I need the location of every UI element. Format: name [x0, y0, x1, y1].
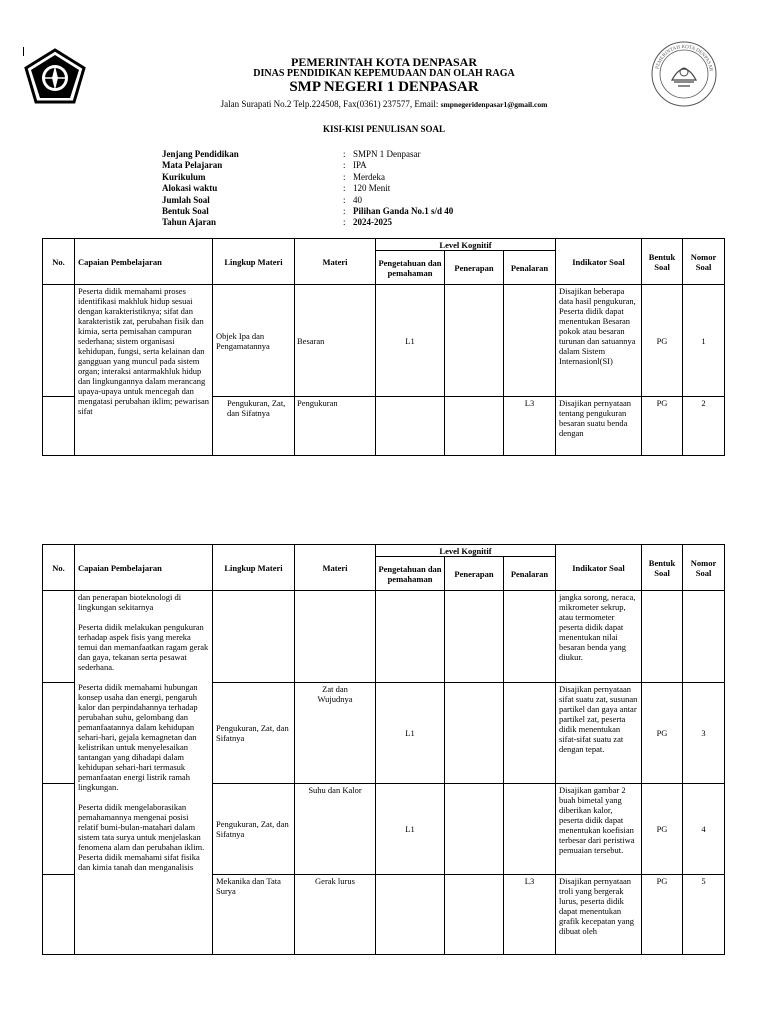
school-seal-logo: [650, 40, 718, 108]
header-row: [43, 239, 725, 251]
meta-label: Kurikulum: [162, 171, 206, 182]
col-header-lingkup: Lingkup Materi: [213, 545, 295, 591]
cell-no: [43, 875, 75, 955]
document-metadata: [162, 149, 453, 229]
cell-lingkup: Pengukuran, Zat, dan Sifatnya: [213, 683, 295, 784]
cell-indikator: Disajikan pernyataan sifat suatu zat, susunan partikel dan gaya antar partikel zat, peserta didik menentukan sifat-sifat suatu zat dengan tepat.: [556, 683, 642, 784]
cell-pengetahuan: L1: [376, 285, 445, 397]
kisi-kisi-table-1: [42, 238, 725, 456]
meta-value: 2024-2025: [353, 217, 392, 228]
cell-penalaran: L3: [504, 875, 556, 955]
meta-value: Pilihan Ganda No.1 s/d 40: [353, 206, 454, 217]
meta-row: [162, 172, 453, 183]
cell-no: [43, 784, 75, 875]
cell-penalaran: [504, 285, 556, 397]
cell-penerapan: [445, 875, 504, 955]
cell-penerapan: [445, 591, 504, 683]
meta-row: [162, 149, 453, 160]
government-name: PEMERINTAH KOTA DENPASAR: [290, 55, 477, 69]
cell-nomor: 1: [683, 285, 725, 397]
meta-row: [162, 160, 453, 171]
cell-penalaran: L3: [504, 397, 556, 456]
cell-no: [43, 683, 75, 784]
cell-lingkup: Mekanika dan Tata Surya: [213, 875, 295, 955]
header-row: [43, 545, 725, 557]
address-text: Jalan Surapati No.2 Telp.224508, Fax(0361) 237577, Email:: [220, 99, 441, 109]
col-header-nomor: Nomor Soal: [683, 239, 725, 285]
col-header-lingkup: Lingkup Materi: [213, 239, 295, 285]
cell-bentuk: [642, 591, 683, 683]
cell-penalaran: [504, 784, 556, 875]
col-header-pengetahuan: Pengetahuan dan pemahaman: [376, 557, 445, 591]
cell-no: [43, 591, 75, 683]
col-header-no: No.: [43, 239, 75, 285]
cell-materi: Gerak lurus: [295, 875, 376, 955]
col-header-level: Level Kognitif: [376, 239, 556, 251]
cell-materi: [295, 591, 376, 683]
col-header-penerapan: Penerapan: [445, 557, 504, 591]
cell-lingkup: Pengukuran, Zat, dan Sifatnya: [213, 397, 295, 456]
letterhead: [0, 0, 768, 115]
meta-value: SMPN 1 Denpasar: [353, 149, 421, 159]
seal-text: PEMERINTAH KOTA DENPASAR: [655, 44, 713, 72]
cell-penerapan: [445, 397, 504, 456]
cell-lingkup: Pengukuran, Zat, dan Sifatnya: [213, 784, 295, 875]
col-header-materi: Materi: [295, 239, 376, 285]
meta-value: 40: [353, 194, 362, 205]
cell-bentuk: PG: [642, 784, 683, 875]
cell-penerapan: [445, 784, 504, 875]
cell-bentuk: PG: [642, 683, 683, 784]
col-header-capaian: Capaian Pembelajaran: [75, 239, 213, 285]
meta-row: [162, 183, 453, 194]
meta-label: Jumlah Soal: [162, 194, 210, 205]
cell-penalaran: [504, 591, 556, 683]
col-header-penalaran: Penalaran: [504, 251, 556, 285]
cell-bentuk: PG: [642, 397, 683, 456]
meta-colon: :: [343, 217, 346, 228]
cell-indikator: Disajikan beberapa data hasil pengukuran, Peserta didik dapat menentukan Besaran pokok atau besaran turunan dan satuannya dalam Sistem Internasionl(SI): [556, 285, 642, 397]
col-header-indikator: Indikator Soal: [556, 545, 642, 591]
cell-penalaran: [504, 683, 556, 784]
cell-indikator: Disajikan pernyataan troli yang bergerak lurus, peserta didik dapat menentukan grafik kecepatan yang dibuat oleh: [556, 875, 642, 955]
meta-value: IPA: [353, 160, 367, 171]
cell-nomor: 5: [683, 875, 725, 955]
meta-row: [162, 206, 453, 217]
cell-indikator: Disajikan gambar 2 buah bimetal yang diberikan kalor, peserta didik dapat menentukan koefisian terbesar dari peristiwa pemuaian tersebut.: [556, 784, 642, 875]
meta-label: Bentuk Soal: [162, 206, 209, 217]
school-name: SMP NEGERI 1 DENPASAR: [289, 79, 479, 95]
col-header-bentuk: Bentuk Soal: [642, 545, 683, 591]
meta-colon: :: [343, 183, 346, 194]
cell-lingkup: Objek Ipa dan Pengamatannya: [213, 285, 295, 397]
cell-bentuk: PG: [642, 285, 683, 397]
cell-materi: Suhu dan Kalor: [295, 784, 376, 875]
cell-no: [43, 285, 75, 397]
meta-colon: :: [343, 160, 346, 171]
meta-row: [162, 195, 453, 206]
cell-nomor: 3: [683, 683, 725, 784]
col-header-materi: Materi: [295, 545, 376, 591]
cell-indikator: Disajikan pernyataan tentang pengukuran besaran suatu benda dengan: [556, 397, 642, 456]
kisi-kisi-table-2: [42, 544, 725, 955]
cell-no: [43, 397, 75, 456]
cell-nomor: 2: [683, 397, 725, 456]
col-header-bentuk: Bentuk Soal: [642, 239, 683, 285]
cell-bentuk: PG: [642, 875, 683, 955]
cell-nomor: [683, 591, 725, 683]
cell-penerapan: [445, 285, 504, 397]
cell-materi: Zat dan Wujudnya: [295, 683, 376, 784]
meta-label: Mata Pelajaran: [162, 160, 223, 171]
meta-row: [162, 217, 453, 228]
document-title: KISI-KISI PENULISAN SOAL: [322, 124, 446, 134]
meta-value: 120 Menit: [353, 183, 391, 194]
meta-colon: :: [343, 206, 346, 217]
meta-colon: :: [343, 149, 346, 159]
cell-nomor: 4: [683, 784, 725, 875]
cell-indikator: jangka sorong, neraca, mikrometer sekrup, atau termometer peserta didik dapat menentukan nilai besaran benda yang diukur.: [556, 591, 642, 683]
cell-materi: Pengukuran: [295, 397, 376, 456]
meta-label: Alokasi waktu: [162, 183, 218, 194]
col-header-penalaran: Penalaran: [504, 557, 556, 591]
cell-lingkup: [213, 591, 295, 683]
cell-capaian: dan penerapan bioteknologi di lingkungan sekitarnya Peserta didik melakukan pengukuran terhadap aspek fisis yang mereka temui dan memanfaatkan ragam gerak dan gaya, tekanan serta pesawat sederhana. Peserta didik memahami hubungan konsep usaha dan energi, pengaruh kalor dan perpindahannya terhadap perubahan suhu, gelombang dan pemanfaatannya dalam kehidupan sehari-hari, gejala kemagnetan dan kelistrikan untuk menyelesaikan tantangan yang dihadapi dalam kehidupan sehari-hari termasuk pemanfaatan energi listrik ramah lingkungan. Peserta didik mengelaborasikan pemahamannya mengenai posisi relatif bumi-bulan-matahari dalam sistem tata surya untuk menjelaskan fenomena alam dan perubahan iklim. Peserta didik memahami sifat fisika dan kimia tanah dan menganalisis: [75, 591, 213, 955]
cell-pengetahuan: [376, 875, 445, 955]
col-header-nomor: Nomor Soal: [683, 545, 725, 591]
meta-label: Jenjang Pendidikan: [162, 149, 239, 159]
cell-materi: Besaran: [295, 285, 376, 397]
department-name: DINAS PENDIDIKAN KEPEMUDAAN DAN OLAH RAGA: [253, 68, 515, 79]
col-header-no: No.: [43, 545, 75, 591]
cell-pengetahuan: [376, 397, 445, 456]
col-header-capaian: Capaian Pembelajaran: [75, 545, 213, 591]
col-header-level: Level Kognitif: [376, 545, 556, 557]
cell-penerapan: [445, 683, 504, 784]
school-email: smpnegeridenpasar1@gmail.com: [440, 100, 548, 109]
cell-capaian: Peserta didik memahami proses identifikasi makhluk hidup sesuai dengan karakteristiknya; sifat dan karakteristik zat, perubahan fisik dan kimia, serta pemisahan campuran sederhana; sistem organisasi kehidupan, fungsi, serta kelainan dan gangguan yang muncul pada sistem organ; interaksi antarmakhluk hidup dan lingkungannya dalam merancang upaya-upaya untuk mencegah dan mengatasi perubahan iklim; pewarisan sifat: [75, 285, 213, 456]
table-row: [43, 591, 725, 683]
cell-pengetahuan: [376, 591, 445, 683]
table-row: [43, 285, 725, 397]
meta-colon: :: [343, 171, 346, 182]
meta-colon: :: [343, 194, 346, 205]
cell-pengetahuan: L1: [376, 784, 445, 875]
col-header-penerapan: Penerapan: [445, 251, 504, 285]
col-header-pengetahuan: Pengetahuan dan pemahaman: [376, 251, 445, 285]
cell-pengetahuan: L1: [376, 683, 445, 784]
col-header-indikator: Indikator Soal: [556, 239, 642, 285]
meta-label: Tahun Ajaran: [162, 217, 216, 228]
meta-value: Merdeka: [353, 171, 385, 182]
